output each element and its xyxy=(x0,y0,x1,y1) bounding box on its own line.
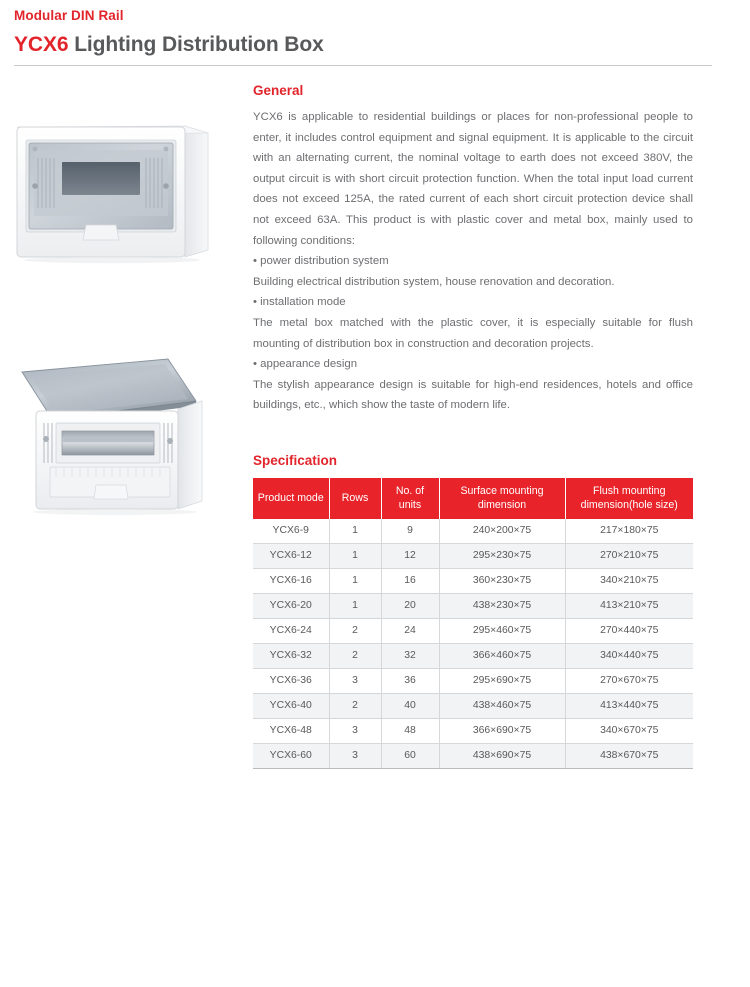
cell-surface-dimension: 366×690×75 xyxy=(439,719,565,744)
cell-surface-dimension: 438×460×75 xyxy=(439,694,565,719)
cell-surface-dimension: 295×460×75 xyxy=(439,619,565,644)
column-header-surface-mounting-dimension: Surface mounting dimension xyxy=(439,478,565,519)
table-row xyxy=(253,694,693,719)
table-row xyxy=(253,669,693,694)
general-paragraph: Building electrical distribution system, house renovation and decoration. xyxy=(253,275,615,288)
cell-rows: 1 xyxy=(329,544,381,569)
cell-units: 48 xyxy=(381,719,439,744)
cell-rows: 3 xyxy=(329,744,381,769)
open-box-illustration xyxy=(0,349,246,524)
table-row xyxy=(253,569,693,594)
table-row xyxy=(253,519,693,544)
product-photo-column xyxy=(0,100,246,524)
page-title xyxy=(14,32,726,58)
cell-product-mode: YCX6-32 xyxy=(253,644,329,669)
cell-flush-dimension: 340×210×75 xyxy=(565,569,693,594)
specification-table-body xyxy=(253,519,693,769)
page-header xyxy=(14,8,726,66)
cell-flush-dimension: 270×440×75 xyxy=(565,619,693,644)
cell-units: 12 xyxy=(381,544,439,569)
cell-product-mode: YCX6-60 xyxy=(253,744,329,769)
cell-product-mode: YCX6-12 xyxy=(253,544,329,569)
table-row xyxy=(253,719,693,744)
cell-surface-dimension: 240×200×75 xyxy=(439,519,565,544)
cell-product-mode: YCX6-36 xyxy=(253,669,329,694)
cell-rows: 1 xyxy=(329,569,381,594)
cell-product-mode: YCX6-40 xyxy=(253,694,329,719)
table-row xyxy=(253,644,693,669)
product-category-kicker: Modular DIN Rail xyxy=(14,8,124,23)
cell-units: 9 xyxy=(381,519,439,544)
general-body xyxy=(253,107,693,416)
page-title-rest: Lighting Distribution Box xyxy=(68,33,324,56)
cell-rows: 1 xyxy=(329,594,381,619)
cell-surface-dimension: 438×690×75 xyxy=(439,744,565,769)
table-row xyxy=(253,594,693,619)
page-title-model: YCX6 xyxy=(14,33,69,56)
cell-surface-dimension: 366×460×75 xyxy=(439,644,565,669)
cell-rows: 2 xyxy=(329,644,381,669)
specification-heading: Specification xyxy=(253,453,338,468)
column-header-rows: Rows xyxy=(329,478,381,519)
cell-surface-dimension: 295×230×75 xyxy=(439,544,565,569)
general-paragraph: The stylish appearance design is suitable for high-end residences, hotels and office buildings, etc., which show the taste of modern life. xyxy=(253,378,693,412)
column-header-product-mode: Product mode xyxy=(253,478,329,519)
table-row xyxy=(253,544,693,569)
specification-table xyxy=(253,478,693,769)
cell-product-mode: YCX6-24 xyxy=(253,619,329,644)
cell-flush-dimension: 340×670×75 xyxy=(565,719,693,744)
general-bullet-installation: • installation mode xyxy=(253,296,346,309)
cell-units: 40 xyxy=(381,694,439,719)
cell-rows: 3 xyxy=(329,719,381,744)
table-row xyxy=(253,744,693,769)
cell-flush-dimension: 413×210×75 xyxy=(565,594,693,619)
cell-flush-dimension: 217×180×75 xyxy=(565,519,693,544)
table-header-row xyxy=(253,478,693,519)
cell-rows: 1 xyxy=(329,519,381,544)
column-header-no-of-units: No. of units xyxy=(381,478,439,519)
cell-units: 36 xyxy=(381,669,439,694)
specification-section xyxy=(253,452,693,769)
general-bullet-power: • power distribution system xyxy=(253,255,389,268)
cell-units: 24 xyxy=(381,619,439,644)
closed-box-illustration xyxy=(0,100,246,275)
cell-surface-dimension: 438×230×75 xyxy=(439,594,565,619)
general-section xyxy=(253,82,693,416)
cell-flush-dimension: 438×670×75 xyxy=(565,744,693,769)
cell-surface-dimension: 360×230×75 xyxy=(439,569,565,594)
cell-flush-dimension: 413×440×75 xyxy=(565,694,693,719)
cell-flush-dimension: 270×210×75 xyxy=(565,544,693,569)
cell-flush-dimension: 340×440×75 xyxy=(565,644,693,669)
cell-rows: 3 xyxy=(329,669,381,694)
general-heading: General xyxy=(253,83,304,98)
cell-product-mode: YCX6-9 xyxy=(253,519,329,544)
cell-product-mode: YCX6-20 xyxy=(253,594,329,619)
cell-product-mode: YCX6-16 xyxy=(253,569,329,594)
header-divider xyxy=(14,65,712,66)
general-paragraph: The metal box matched with the plastic cover, it is especially suitable for flush mounting of distribution box in construction and decoration projects. xyxy=(253,316,693,350)
cell-rows: 2 xyxy=(329,694,381,719)
cell-surface-dimension: 295×690×75 xyxy=(439,669,565,694)
column-header-flush-mounting-dimension: Flush mounting dimension(hole size) xyxy=(565,478,693,519)
general-bullet-appearance: • appearance design xyxy=(253,358,358,371)
cell-units: 20 xyxy=(381,594,439,619)
table-row xyxy=(253,619,693,644)
cell-product-mode: YCX6-48 xyxy=(253,719,329,744)
cell-units: 16 xyxy=(381,569,439,594)
open-distribution-box-photo xyxy=(0,349,246,524)
closed-distribution-box-photo xyxy=(0,100,246,275)
general-paragraph: YCX6 is applicable to residential buildings or places for non-professional people to enter, it includes control equipment and signal equipment. It is applicable to the circuit with an alternating current, the nominal voltage to earth does not exceed 380V, the output circuit is with short circuit protection function. When the total input load current does not exceed 125A, the rated current of each short circuit protection device shall not exceed 63A. This product is with plastic cover and metal box, mainly used to following conditions: xyxy=(253,111,693,247)
cell-rows: 2 xyxy=(329,619,381,644)
cell-units: 32 xyxy=(381,644,439,669)
cell-flush-dimension: 270×670×75 xyxy=(565,669,693,694)
cell-units: 60 xyxy=(381,744,439,769)
